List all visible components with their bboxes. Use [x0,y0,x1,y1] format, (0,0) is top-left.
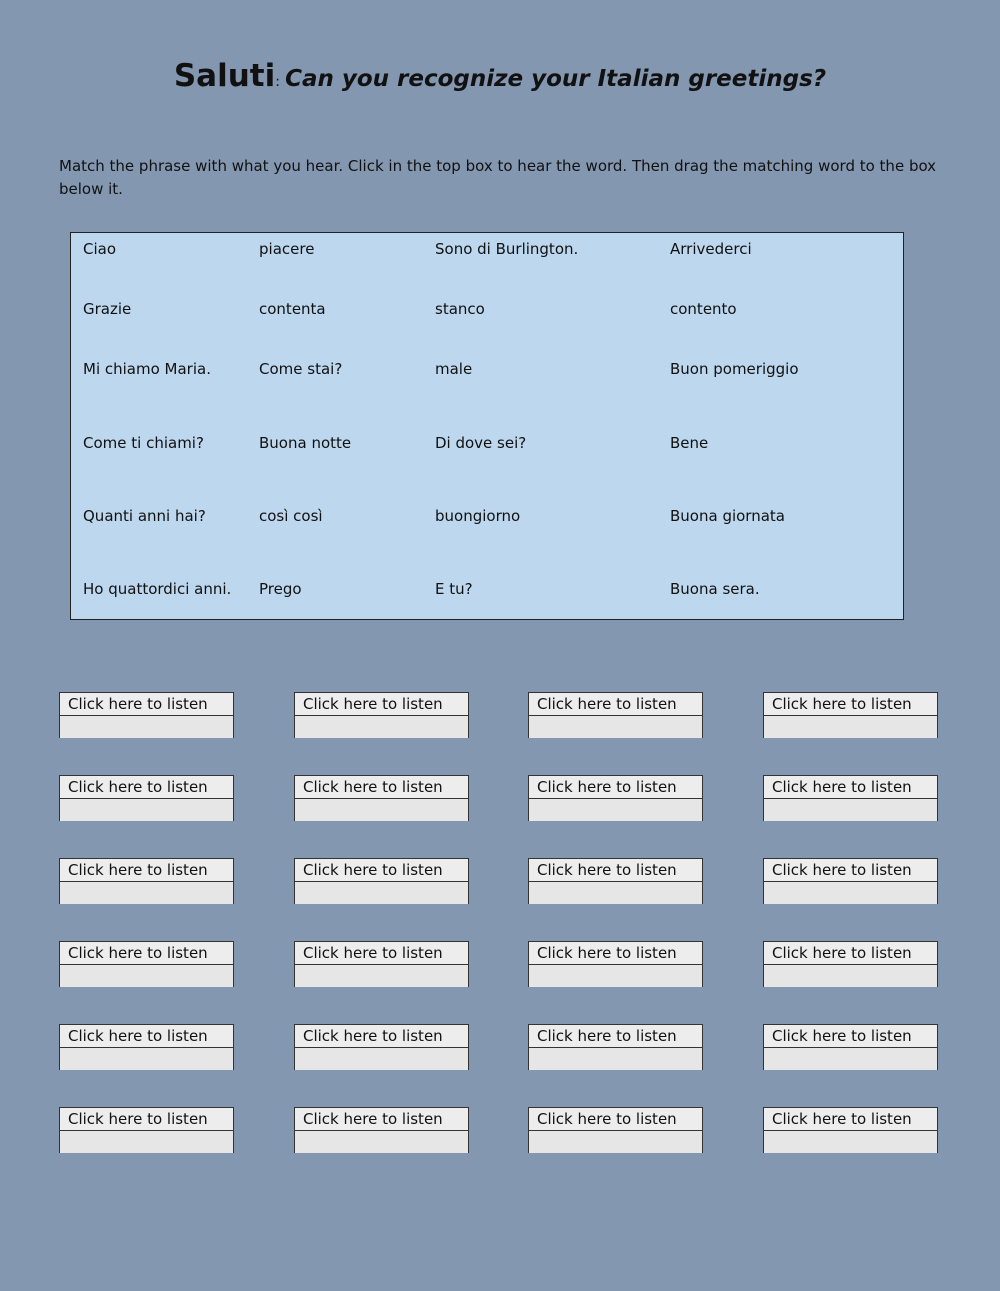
word-bank-item[interactable]: Buon pomeriggio [670,360,799,378]
listen-button[interactable]: Click here to listen [295,1108,468,1131]
listen-slot [763,941,938,987]
listen-slot [294,1107,469,1153]
listen-slot [528,858,703,904]
answer-drop-zone[interactable] [764,799,937,821]
answer-drop-zone[interactable] [295,1131,468,1153]
word-bank-item[interactable]: piacere [259,240,315,258]
listen-slot [763,692,938,738]
listen-slot [59,1024,234,1070]
word-bank-item[interactable]: E tu? [435,580,473,598]
answer-drop-zone[interactable] [764,1131,937,1153]
listen-button[interactable]: Click here to listen [529,942,702,965]
word-bank-item[interactable]: male [435,360,473,378]
listen-button[interactable]: Click here to listen [529,693,702,716]
word-bank-item[interactable]: stanco [435,300,485,318]
answer-drop-zone[interactable] [764,716,937,738]
word-bank [70,232,904,620]
listen-button[interactable]: Click here to listen [529,776,702,799]
listen-slot [59,692,234,738]
listen-button[interactable]: Click here to listen [764,1108,937,1131]
listen-slot [59,1107,234,1153]
answer-drop-zone[interactable] [295,965,468,987]
listen-slot [763,858,938,904]
title-main: Saluti [173,58,276,94]
answer-drop-zone[interactable] [295,799,468,821]
answer-drop-zone[interactable] [60,882,233,904]
answer-drop-zone[interactable] [60,799,233,821]
word-bank-item[interactable]: Come ti chiami? [83,434,204,452]
listen-button[interactable]: Click here to listen [529,1025,702,1048]
listen-button[interactable]: Click here to listen [295,693,468,716]
word-bank-item[interactable]: Buona sera. [670,580,760,598]
answer-drop-zone[interactable] [295,882,468,904]
listen-button[interactable]: Click here to listen [764,776,937,799]
listen-button[interactable]: Click here to listen [60,942,233,965]
listen-button[interactable]: Click here to listen [295,859,468,882]
listen-slot [763,1024,938,1070]
word-bank-item[interactable]: contento [670,300,737,318]
listen-button[interactable]: Click here to listen [60,859,233,882]
answer-drop-zone[interactable] [764,882,937,904]
listen-slot [294,775,469,821]
listen-slot [763,775,938,821]
listen-button[interactable]: Click here to listen [60,1025,233,1048]
listen-slot [294,1024,469,1070]
word-bank-item[interactable]: Come stai? [259,360,343,378]
listen-slot [528,1107,703,1153]
title-colon: : [275,74,280,90]
instructions: Match the phrase with what you hear. Click in the top box to hear the word. Then drag the matching word to the box below it. [59,157,937,198]
listen-button[interactable]: Click here to listen [529,1108,702,1131]
listen-slot [59,858,234,904]
listen-slot [294,941,469,987]
word-bank-item[interactable]: Bene [670,434,709,452]
listen-slot [59,775,234,821]
answer-drop-zone[interactable] [529,882,702,904]
answer-drop-zone[interactable] [529,965,702,987]
word-bank-item[interactable]: Sono di Burlington. [435,240,579,258]
word-bank-item[interactable]: contenta [259,300,326,318]
listen-button[interactable]: Click here to listen [529,859,702,882]
word-bank-item[interactable]: Mi chiamo Maria. [83,360,211,378]
listen-slot [528,941,703,987]
answer-drop-zone[interactable] [764,1048,937,1070]
listen-slot [59,941,234,987]
page-title [0,58,1000,94]
listen-button[interactable]: Click here to listen [764,859,937,882]
answer-drop-zone[interactable] [60,716,233,738]
word-bank-item[interactable]: Ciao [83,240,117,258]
listen-slot [294,858,469,904]
word-bank-item[interactable]: Prego [259,580,302,598]
listen-button[interactable]: Click here to listen [60,693,233,716]
title-subtitle: Can you recognize your Italian greetings? [285,66,827,92]
listen-button[interactable]: Click here to listen [764,693,937,716]
word-bank-item[interactable]: Buona notte [259,434,352,452]
listen-button[interactable]: Click here to listen [295,942,468,965]
answer-drop-zone[interactable] [60,965,233,987]
word-bank-item[interactable]: Ho quattordici anni. [83,580,232,598]
word-bank-item[interactable]: Grazie [83,300,132,318]
listen-slot [528,1024,703,1070]
word-bank-item[interactable]: buongiorno [435,507,521,525]
word-bank-item[interactable]: Quanti anni hai? [83,507,206,525]
answer-drop-zone[interactable] [60,1131,233,1153]
listen-button[interactable]: Click here to listen [764,942,937,965]
listen-button[interactable]: Click here to listen [60,776,233,799]
answer-drop-zone[interactable] [529,799,702,821]
listen-slot [528,692,703,738]
answer-drop-zone[interactable] [60,1048,233,1070]
answer-drop-zone[interactable] [764,965,937,987]
listen-button[interactable]: Click here to listen [60,1108,233,1131]
listen-button[interactable]: Click here to listen [295,776,468,799]
listen-slot [528,775,703,821]
answer-drop-zone[interactable] [529,1048,702,1070]
listen-slot [763,1107,938,1153]
answer-drop-zone[interactable] [529,716,702,738]
word-bank-item[interactable]: Arrivederci [670,240,752,258]
listen-button[interactable]: Click here to listen [295,1025,468,1048]
answer-drop-zone[interactable] [295,1048,468,1070]
listen-slot [294,692,469,738]
answer-drop-zone[interactable] [295,716,468,738]
word-bank-item[interactable]: Di dove sei? [435,434,527,452]
word-bank-item[interactable]: così così [259,507,323,525]
answer-drop-zone[interactable] [529,1131,702,1153]
word-bank-item[interactable]: Buona giornata [670,507,785,525]
listen-button[interactable]: Click here to listen [764,1025,937,1048]
